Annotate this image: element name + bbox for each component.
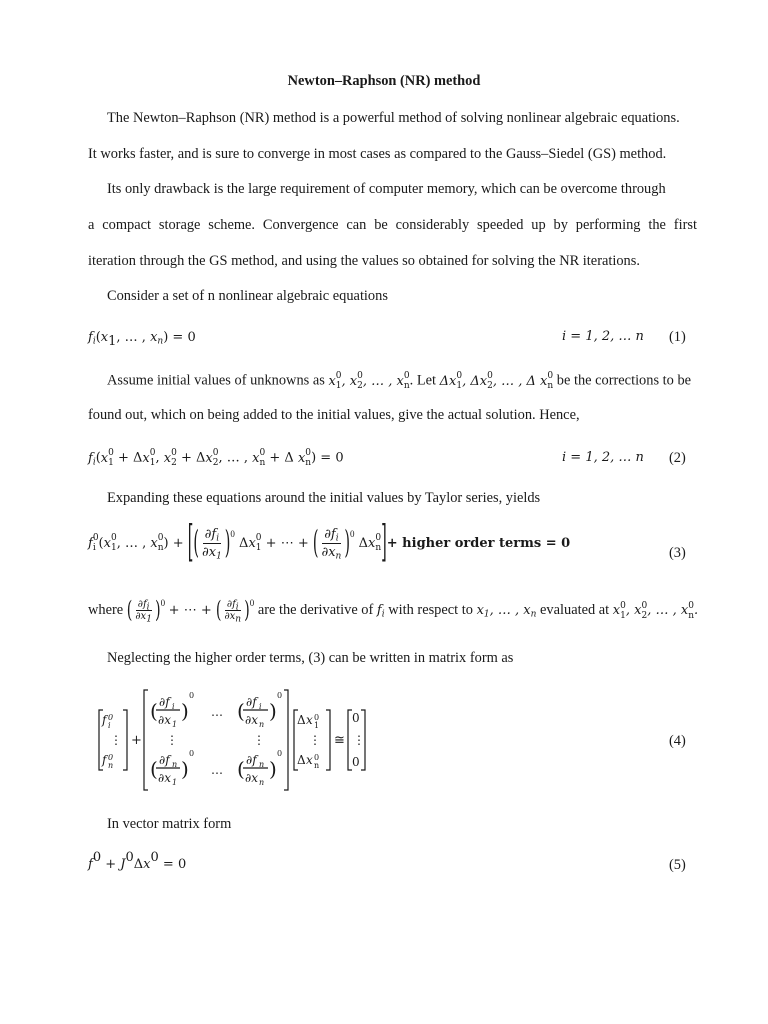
equation-4-matrix [88,680,388,800]
svg-text:): ) [269,757,277,781]
equation-4-number: (4) [669,733,686,749]
svg-text:): ) [269,699,277,723]
svg-text:∂f: ∂f [246,753,257,767]
paragraph-line: The Newton–Raphson (NR) method is a powerful method of solving nonlinear algebraic equations. [107,110,680,126]
paragraph-line: a compact storage scheme. Convergence can be considerably speeded up by performing the first [88,217,697,233]
svg-text:n: n [172,760,178,769]
inline-text: evaluated at [540,602,610,619]
svg-text:⋮: ⋮ [166,733,178,747]
inline-text: are the derivative of [257,602,374,619]
paragraph-line: iteration through the GS method, and using the values so obtained for solving the NR iterations. [88,253,640,269]
svg-text:…: … [211,763,223,777]
svg-text:0: 0 [277,749,283,758]
svg-text:n: n [314,761,320,770]
paragraph-line: In vector matrix form [107,816,232,832]
paragraph-line: Consider a set of n nonlinear algebraic equations [107,288,388,304]
svg-text:n: n [259,720,265,729]
svg-text:0: 0 [189,749,195,758]
svg-text:i: i [172,702,175,711]
higher-order-terms: + higher order terms = 0 [386,535,571,551]
equation-2: $f_i(x$ 0 1 + Δx 0 1 , x 0 2 + Δx 0 2 , … , x 0 n + Δ x 0 n ) = 0 [88,448,344,468]
inline-text: where [88,602,124,619]
svg-text:∂x: ∂x [245,771,258,785]
equation-1-number: (1) [669,329,686,345]
inline-text: be the corrections to be [556,372,692,389]
svg-text:(: ( [150,757,158,781]
svg-text:0: 0 [189,691,195,700]
equation-3-number: (3) [669,545,686,561]
svg-text:n: n [259,778,265,787]
equation-2-number: (2) [669,450,686,466]
svg-text:1: 1 [172,778,178,787]
svg-text:∂x: ∂x [158,771,171,785]
svg-text:⋮: ⋮ [110,733,122,747]
equation-2-condition: i = 1, 2, … n [562,450,644,465]
paragraph-line: found out, which on being added to the initial values, give the actual solution. Hence, [88,407,580,423]
svg-text:0: 0 [314,753,320,762]
svg-text:0: 0 [352,755,360,769]
equation-1-condition: i = 1, 2, … n [562,329,644,344]
svg-text:1: 1 [314,721,320,730]
svg-text:0: 0 [352,711,360,725]
svg-text:(: ( [150,699,158,723]
svg-text:∂x: ∂x [158,713,171,727]
svg-text:∂f: ∂f [246,695,257,709]
section-title: Newton–Raphson (NR) method [287,73,481,89]
svg-text:(: ( [237,699,245,723]
svg-text:x: x [306,753,313,767]
paragraph-line: It works faster, and is sure to converge in most cases as compared to the Gauss–Siedel (GS) method. [88,146,667,162]
svg-text:≅: ≅ [334,733,345,748]
svg-text:∂f: ∂f [159,695,170,709]
paragraph-line: Assume initial values of unknowns as x 0 1 , x 0 2 , … , x 0 n . Let Δx 0 1 , Δx 0 2 , … , Δ x 0 n be the corrections to be [107,371,692,391]
paragraph-line: Its only drawback is the large requirement of computer memory, which can be overcome through [107,181,666,197]
inline-text: . Let [409,372,437,389]
paragraph-line: Neglecting the higher order terms, (3) can be written in matrix form as [107,650,514,666]
svg-text:f: f [102,713,107,727]
equation-5-number: (5) [669,857,686,873]
svg-text:∂f: ∂f [159,753,170,767]
svg-text:⋮: ⋮ [253,733,265,747]
svg-text:0: 0 [108,713,114,722]
inline-text: with respect to [388,602,473,619]
svg-text:): ) [181,699,189,723]
paragraph-line: Expanding these equations around the initial values by Taylor series, yields [107,490,541,506]
svg-text:Δ: Δ [297,713,306,727]
svg-text:i: i [108,721,111,730]
paragraph-line: where ( $\frac{\partial f_i}{\partial x_1}$ )$^0$ + ⋯ + ( $\frac{\partial f_i}{\partial x_n}$ )$^0$ are the derivative of $f_i$ with respect to $x_1$, … , $x_n$ evaluated at x 0 1 , x 0 2 , … , x 0 n . [88,597,699,625]
svg-text:0: 0 [314,713,320,722]
svg-text:0: 0 [277,691,283,700]
svg-text:1: 1 [172,720,178,729]
svg-text:f: f [102,753,107,767]
svg-text:(: ( [237,757,245,781]
svg-text:∂x: ∂x [245,713,258,727]
equation-3: f 0 i (x 0 1 , … , x 0 n ) + [( $\frac{\partial f_i}{\partial x_1}$ )$^0$ Δx 0 1 + ⋯ + ( $\frac{\partial f_i}{\partial x_n}$ )$^0$ Δx 0 n ]+ higher order terms = 0 [88,519,571,568]
svg-text:x: x [306,713,313,727]
svg-text:+: + [131,733,142,748]
svg-text:⋮: ⋮ [309,733,321,747]
svg-text:n: n [108,761,114,770]
svg-text:): ) [181,757,189,781]
svg-text:Δ: Δ [297,753,306,767]
svg-text:⋮: ⋮ [353,733,365,747]
equation-5: $f^0 + J^0\Delta x^0 = 0$ [88,849,187,872]
equation-1: $f_i(x_1$, … , $x_n) = 0$ [88,330,196,349]
svg-text:0: 0 [108,753,114,762]
svg-text:…: … [211,705,223,719]
inline-text: Assume initial values of unknowns as [107,372,325,389]
svg-text:n: n [259,760,265,769]
svg-text:i: i [259,702,262,711]
